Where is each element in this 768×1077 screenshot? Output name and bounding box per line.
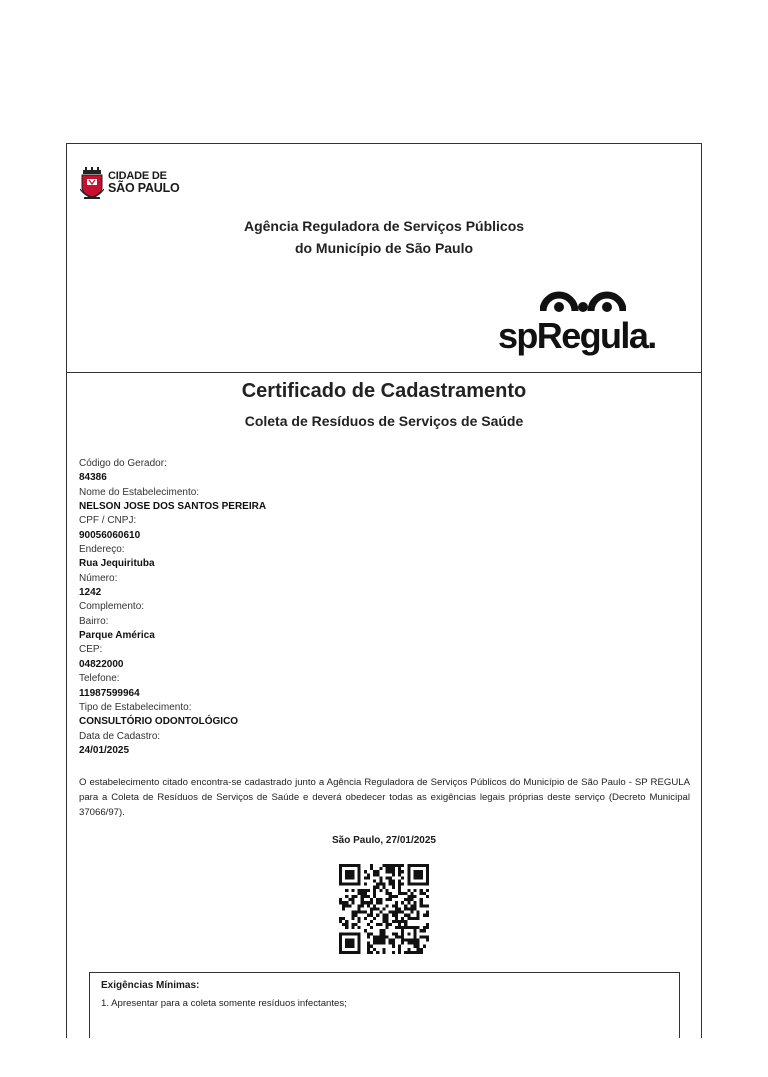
field-label-establishment-type: Tipo de Estabelecimento: <box>79 701 192 713</box>
city-crest-icon <box>80 167 104 199</box>
city-logo-line2: SÃO PAULO <box>108 181 180 195</box>
field-value-cpf-cnpj: 90056060610 <box>79 529 141 541</box>
field-value-registration-date: 24/01/2025 <box>79 744 130 756</box>
field-value-generator-code: 84386 <box>79 472 107 484</box>
spregula-logo <box>498 283 670 355</box>
field-value-cep: 04822000 <box>79 658 124 670</box>
spregula-mark-icon <box>540 283 626 313</box>
field-label-address: Endereço: <box>79 544 125 556</box>
requirements-item: 1. Apresentar para a coleta somente resíduos infectantes; <box>101 998 347 1009</box>
requirements-title: Exigências Mínimas: <box>101 980 200 991</box>
field-label-establishment-name: Nome do Estabelecimento: <box>79 486 200 498</box>
agency-line2: do Município de São Paulo <box>294 240 474 256</box>
agency-name <box>66 215 702 259</box>
city-logo-line1: CIDADE DE <box>108 170 167 182</box>
place-and-date: São Paulo, 27/01/2025 <box>332 835 436 846</box>
registration-fields <box>79 457 266 758</box>
page-cutoff <box>0 1038 768 1077</box>
registration-statement: O estabelecimento citado encontra-se cadastrado junto a Agência Reguladora de Serviços Públicos do Município de São Paulo - SP REGULA para a Coleta de Resíduos de Serviços de Saúde e deverá obedecer todas as exigências legais próprias deste serviço (Decreto Municipal 37066/97). <box>79 777 690 818</box>
field-value-establishment-type: CONSULTÓRIO ODONTOLÓGICO <box>79 716 239 728</box>
field-value-phone: 11987599964 <box>79 687 140 699</box>
field-value-number: 1242 <box>79 587 102 599</box>
certificate-subtitle: Coleta de Resíduos de Serviços de Saúde <box>244 413 524 429</box>
field-value-establishment-name: NELSON JOSE DOS SANTOS PEREIRA <box>79 501 267 513</box>
field-value-address: Rua Jequirituba <box>79 558 155 570</box>
field-label-generator-code: Código do Gerador: <box>79 458 167 469</box>
header-divider <box>67 372 701 373</box>
field-label-registration-date: Data de Cadastro: <box>79 730 161 742</box>
field-label-neighborhood: Bairro: <box>79 615 109 627</box>
city-logo <box>80 167 180 199</box>
field-value-neighborhood: Parque América <box>79 630 155 642</box>
field-label-number: Número: <box>79 572 118 584</box>
field-label-cpf-cnpj: CPF / CNPJ: <box>79 515 137 527</box>
field-label-phone: Telefone: <box>79 673 120 685</box>
field-label-complement: Complemento: <box>79 601 145 613</box>
agency-line1: Agência Reguladora de Serviços Públicos <box>243 218 525 234</box>
spregula-wordmark: spRegula. <box>498 315 656 356</box>
certificate-title: Certificado de Cadastramento <box>241 380 527 402</box>
qr-code-icon <box>339 864 429 954</box>
field-label-cep: CEP: <box>79 644 103 656</box>
